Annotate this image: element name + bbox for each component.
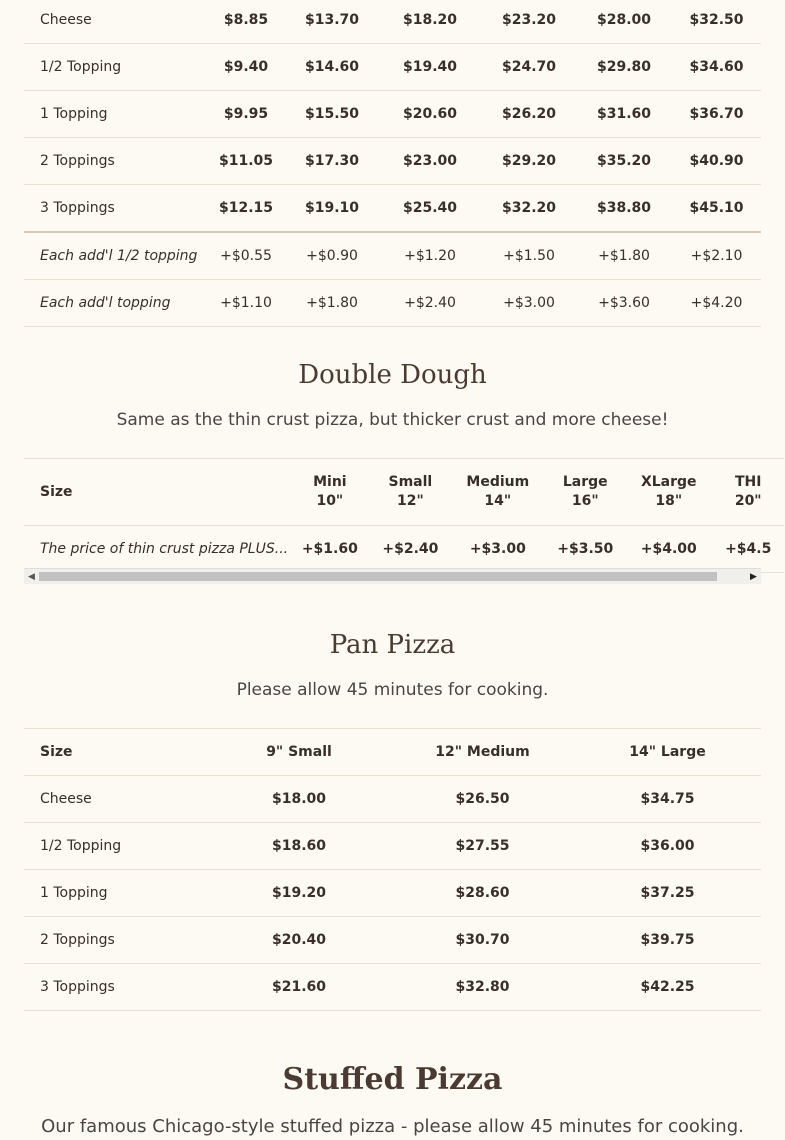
size-column-header: [712, 459, 784, 526]
addon-row: [24, 280, 761, 327]
price-cell: $36.00: [574, 823, 761, 870]
price-cell: $32.20: [482, 185, 576, 233]
addon-price-cell: +$3.60: [576, 280, 672, 327]
price-cell: $11.05: [206, 138, 286, 185]
price-cell: $32.50: [672, 0, 761, 44]
size-column-header: [625, 459, 712, 526]
thin-crust-price-table: [24, 0, 761, 327]
size-column-header: 14" Large: [574, 729, 761, 776]
price-cell: $31.60: [576, 91, 672, 138]
size-inches: 16": [571, 493, 599, 509]
table-row: [24, 91, 761, 138]
size-header: Size: [24, 459, 289, 526]
size-column-header: [450, 459, 545, 526]
price-cell: $23.20: [482, 0, 576, 44]
triangle-right-icon[interactable]: ▶: [750, 571, 757, 582]
table-row: [24, 823, 761, 870]
addon-price-cell: +$0.55: [206, 232, 286, 280]
price-cell: $21.60: [207, 964, 391, 1011]
size-inches: 18": [655, 493, 683, 509]
price-cell: $28.60: [391, 870, 574, 917]
price-cell: $25.40: [378, 185, 482, 233]
price-cell: +$1.60: [289, 526, 371, 573]
double-dough-price-table: [24, 458, 784, 573]
price-cell: +$4.5: [712, 526, 784, 573]
scrollbar-thumb[interactable]: [39, 572, 717, 581]
double-dough-subtitle: Same as the thin crust pizza, but thicker crust and more cheese!: [116, 410, 669, 430]
table-row: [24, 776, 761, 823]
row-label: 3 Toppings: [24, 964, 207, 1011]
price-cell: $14.60: [286, 44, 378, 91]
size-inches: 10": [316, 493, 344, 509]
price-cell: $15.50: [286, 91, 378, 138]
size-column-header: 9" Small: [207, 729, 391, 776]
table-row: [24, 44, 761, 91]
addon-price-cell: +$1.10: [206, 280, 286, 327]
addon-label: Each add'l 1/2 topping: [24, 232, 206, 280]
size-column-header: [546, 459, 626, 526]
price-cell: +$3.50: [546, 526, 626, 573]
price-cell: $29.20: [482, 138, 576, 185]
row-label: 1 Topping: [24, 91, 206, 138]
addon-price-cell: +$1.80: [286, 280, 378, 327]
price-cell: $19.40: [378, 44, 482, 91]
price-cell: $19.20: [207, 870, 391, 917]
pan-pizza-subtitle: Please allow 45 minutes for cooking.: [236, 680, 549, 700]
double-dough-table-scroller[interactable]: [24, 458, 772, 584]
addon-price-cell: +$0.90: [286, 232, 378, 280]
size-column-header: [371, 459, 451, 526]
row-label: 3 Toppings: [24, 185, 206, 233]
price-cell: $12.15: [206, 185, 286, 233]
price-cell: $32.80: [391, 964, 574, 1011]
price-cell: $39.75: [574, 917, 761, 964]
row-label: 1/2 Topping: [24, 44, 206, 91]
price-cell: +$3.00: [450, 526, 545, 573]
price-cell: $42.25: [574, 964, 761, 1011]
price-cell: $30.70: [391, 917, 574, 964]
size-name: Medium: [466, 474, 530, 490]
addon-price-cell: +$4.20: [672, 280, 761, 327]
row-label: The price of thin crust pizza PLUS...: [24, 526, 289, 573]
addon-price-cell: +$1.50: [482, 232, 576, 280]
table-row: [24, 526, 784, 573]
table-row: [24, 185, 761, 233]
size-inches: 12": [396, 493, 424, 509]
price-cell: $28.00: [576, 0, 672, 44]
table-row: [24, 0, 761, 44]
addon-label: Each add'l topping: [24, 280, 206, 327]
size-name: THI: [734, 474, 762, 490]
price-cell: $9.40: [206, 44, 286, 91]
size-column-header: 12" Medium: [391, 729, 574, 776]
price-cell: $35.20: [576, 138, 672, 185]
price-cell: $34.75: [574, 776, 761, 823]
price-cell: $20.60: [378, 91, 482, 138]
size-name: XLarge: [640, 474, 697, 490]
price-cell: $45.10: [672, 185, 761, 233]
addon-price-cell: +$2.40: [378, 280, 482, 327]
table-header-row: [24, 459, 784, 526]
size-inches: 14": [484, 493, 512, 509]
price-cell: $34.60: [672, 44, 761, 91]
stuffed-pizza-subtitle: Our famous Chicago-style stuffed pizza - please allow 45 minutes for cooking.: [41, 1116, 744, 1137]
stuffed-pizza-title: Stuffed Pizza: [282, 1062, 503, 1097]
addon-price-cell: +$1.20: [378, 232, 482, 280]
row-label: 2 Toppings: [24, 917, 207, 964]
table-row: [24, 917, 761, 964]
addon-price-cell: +$1.80: [576, 232, 672, 280]
price-cell: +$2.40: [371, 526, 451, 573]
price-cell: $38.80: [576, 185, 672, 233]
table-row: [24, 138, 761, 185]
horizontal-scrollbar[interactable]: [24, 568, 761, 584]
size-header: Size: [24, 729, 207, 776]
addon-price-cell: +$2.10: [672, 232, 761, 280]
price-cell: $26.20: [482, 91, 576, 138]
table-header-row: [24, 729, 761, 776]
price-cell: $13.70: [286, 0, 378, 44]
price-cell: $18.60: [207, 823, 391, 870]
row-label: 1/2 Topping: [24, 823, 207, 870]
price-cell: $23.00: [378, 138, 482, 185]
pan-pizza-title: Pan Pizza: [329, 630, 456, 660]
price-cell: $29.80: [576, 44, 672, 91]
price-cell: $26.50: [391, 776, 574, 823]
price-cell: $9.95: [206, 91, 286, 138]
price-cell: $17.30: [286, 138, 378, 185]
addon-price-cell: +$3.00: [482, 280, 576, 327]
price-cell: $19.10: [286, 185, 378, 233]
price-cell: $24.70: [482, 44, 576, 91]
size-name: Mini: [313, 474, 347, 490]
price-cell: $18.00: [207, 776, 391, 823]
price-cell: +$4.00: [625, 526, 712, 573]
price-cell: $18.20: [378, 0, 482, 44]
price-cell: $27.55: [391, 823, 574, 870]
double-dough-title: Double Dough: [298, 360, 487, 390]
price-cell: $36.70: [672, 91, 761, 138]
triangle-left-icon[interactable]: ◀: [28, 571, 35, 582]
size-name: Large: [562, 474, 608, 490]
row-label: Cheese: [24, 776, 207, 823]
price-cell: $37.25: [574, 870, 761, 917]
row-label: 1 Topping: [24, 870, 207, 917]
table-row: [24, 870, 761, 917]
size-inches: 20": [734, 493, 762, 509]
row-label: Cheese: [24, 0, 206, 44]
addon-row: [24, 232, 761, 280]
table-row: [24, 964, 761, 1011]
price-cell: $40.90: [672, 138, 761, 185]
pan-pizza-price-table: [24, 728, 761, 1011]
size-column-header: [289, 459, 371, 526]
price-cell: $8.85: [206, 0, 286, 44]
size-name: Small: [388, 474, 433, 490]
row-label: 2 Toppings: [24, 138, 206, 185]
price-cell: $20.40: [207, 917, 391, 964]
